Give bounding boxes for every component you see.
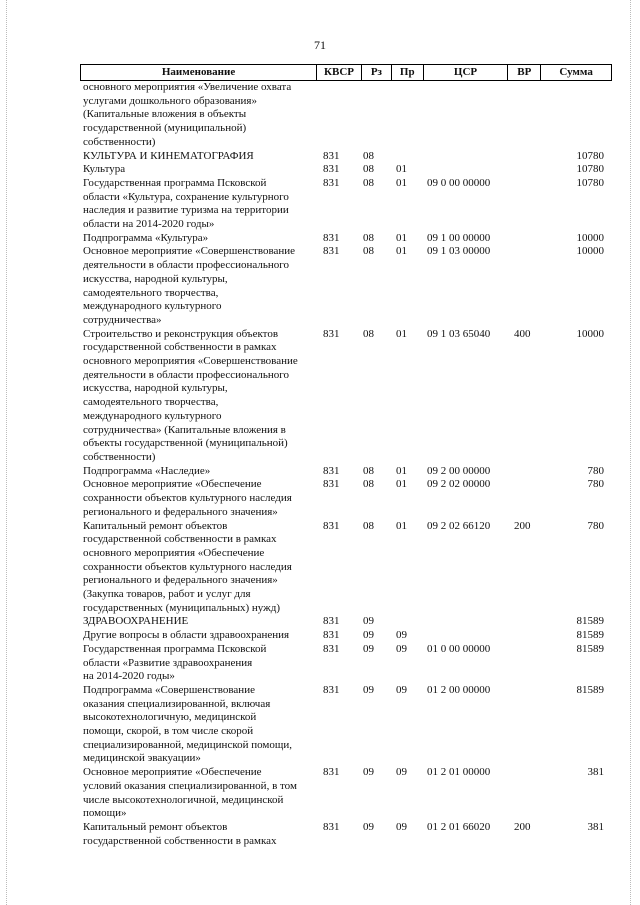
row-name xyxy=(80,232,316,246)
row-name-line: собственности) xyxy=(83,135,156,148)
row-csr: 01 2 01 66020 xyxy=(427,820,491,833)
row-pr: 01 xyxy=(396,478,407,491)
row-vr xyxy=(508,81,541,150)
table-row xyxy=(80,163,612,177)
row-name-line: Основное мероприятие «Обеспечение xyxy=(83,478,262,491)
row-name-line: сотрудничества» xyxy=(83,313,162,326)
row-pr: 01 xyxy=(396,327,407,340)
row-kvsr xyxy=(316,81,361,150)
row-pr: 01 xyxy=(396,519,407,532)
row-kvsr: 831 xyxy=(323,231,340,244)
row-name-line: сотрудничества» (Капитальные вложения в xyxy=(83,423,286,436)
row-pr xyxy=(391,150,423,164)
row-vr xyxy=(508,615,541,629)
row-name-line: наследия и развитие туризма на территории xyxy=(83,204,289,217)
row-csr: 09 1 03 65040 xyxy=(427,327,491,340)
row-name-line: регионального и федерального значения» xyxy=(83,574,278,587)
row-pr xyxy=(391,81,423,150)
row-kvsr: 831 xyxy=(323,766,340,779)
row-name-line: деятельности в области профессионального xyxy=(83,259,290,272)
row-kvsr: 831 xyxy=(323,615,340,628)
row-name xyxy=(80,615,316,629)
row-pr: 09 xyxy=(396,683,407,696)
row-name-line: Капитальный ремонт объектов xyxy=(83,820,228,833)
row-name-line: помощи, скорой, в том числе скорой xyxy=(83,725,254,738)
row-name-line: медицинской эвакуации» xyxy=(83,752,201,765)
row-csr: 09 1 03 00000 xyxy=(427,245,491,258)
row-name-line: основного мероприятия «Совершенствование xyxy=(83,355,298,368)
row-sum: 10000 xyxy=(576,245,604,258)
row-vr xyxy=(508,643,541,684)
row-rz: 08 xyxy=(363,519,374,532)
row-name-line: основного мероприятия «Увеличение охвата xyxy=(83,81,292,93)
row-name-line: области «Культура, сохранение культурного xyxy=(83,190,289,203)
row-sum: 10000 xyxy=(576,231,604,244)
row-name xyxy=(80,81,316,150)
row-name-line: числе высокотехнологичной, медицинской xyxy=(83,793,284,806)
row-kvsr: 831 xyxy=(323,245,340,258)
row-pr: 09 xyxy=(396,820,407,833)
table-row xyxy=(80,766,612,821)
row-name xyxy=(80,245,316,327)
row-name-line: высокотехнологичную, медицинской xyxy=(83,711,257,724)
row-rz: 08 xyxy=(363,464,374,477)
row-csr: 09 2 02 00000 xyxy=(427,478,491,491)
row-name-line: Культура xyxy=(83,163,126,176)
row-name xyxy=(80,177,316,232)
row-kvsr: 831 xyxy=(323,683,340,696)
row-name-line: государственной (муниципальной) xyxy=(83,122,247,135)
row-sum: 10000 xyxy=(576,327,604,340)
row-rz: 08 xyxy=(363,478,374,491)
row-sum: 81589 xyxy=(576,683,604,696)
row-name-line: основного мероприятия «Обеспечение xyxy=(83,546,265,559)
row-name xyxy=(80,520,316,616)
row-name-line: международного культурного xyxy=(83,409,222,422)
table-row xyxy=(80,245,612,327)
row-kvsr: 831 xyxy=(323,163,340,176)
row-name-line: Основное мероприятие «Обеспечение xyxy=(83,766,262,779)
row-pr: 01 xyxy=(396,464,407,477)
row-name-line: государственных (муниципальных) нужд) xyxy=(83,601,280,614)
row-name-line: самодеятельного творчества, xyxy=(83,396,219,409)
row-pr xyxy=(391,615,423,629)
row-kvsr: 831 xyxy=(323,149,340,162)
row-csr xyxy=(423,615,508,629)
row-sum xyxy=(541,81,612,150)
table-row xyxy=(80,629,612,643)
row-name-line: Государственная программа Псковской xyxy=(83,642,267,655)
row-name-line: ЗДРАВООХРАНЕНИЕ xyxy=(83,615,189,628)
header-kvsr: КВСР xyxy=(316,65,361,80)
row-rz: 09 xyxy=(363,629,374,642)
row-name xyxy=(80,643,316,684)
row-name-line: сохранности объектов культурного наследия xyxy=(83,560,292,573)
row-name xyxy=(80,821,316,848)
row-kvsr: 831 xyxy=(323,464,340,477)
row-name-line: области на 2014-2020 годы» xyxy=(83,218,215,231)
row-name-line: Государственная программа Псковской xyxy=(83,176,267,189)
table-row xyxy=(80,150,612,164)
row-csr xyxy=(423,163,508,177)
row-name-line: Другие вопросы в области здравоохранения xyxy=(83,629,290,642)
page-number: 71 xyxy=(314,38,326,52)
row-name-line: КУЛЬТУРА И КИНЕМАТОГРАФИЯ xyxy=(83,149,254,162)
row-name xyxy=(80,478,316,519)
table-row xyxy=(80,821,612,848)
row-rz: 08 xyxy=(363,176,374,189)
row-vr: 200 xyxy=(514,820,531,833)
row-name-line: оказания специализированной, включая xyxy=(83,697,271,710)
row-kvsr: 831 xyxy=(323,519,340,532)
row-name-line: (Закупка товаров, работ и услуг для xyxy=(83,588,251,601)
row-sum: 81589 xyxy=(576,642,604,655)
row-name-line: самодеятельного творчества, xyxy=(83,286,219,299)
left-margin-line xyxy=(6,0,8,905)
row-sum: 81589 xyxy=(576,629,604,642)
header-rz: Рз xyxy=(361,65,391,80)
row-rz: 08 xyxy=(363,245,374,258)
row-rz: 09 xyxy=(363,766,374,779)
row-name-line: помощи» xyxy=(83,807,127,820)
row-csr: 09 2 02 66120 xyxy=(427,519,491,532)
row-kvsr: 831 xyxy=(323,478,340,491)
row-name-line: государственной собственности в рамках xyxy=(83,341,277,354)
row-vr: 400 xyxy=(514,327,531,340)
row-sum: 381 xyxy=(587,820,604,833)
row-name-line: государственной собственности в рамках xyxy=(83,834,277,847)
row-name-line: Капитальный ремонт объектов xyxy=(83,519,228,532)
row-name-line: Подпрограмма «Наследие» xyxy=(83,464,211,477)
row-rz: 09 xyxy=(363,820,374,833)
table-row xyxy=(80,615,612,629)
row-name-line: Основное мероприятие «Совершенствование xyxy=(83,245,296,258)
row-kvsr: 831 xyxy=(323,327,340,340)
row-rz: 08 xyxy=(363,163,374,176)
row-name xyxy=(80,163,316,177)
row-name-line: государственной собственности в рамках xyxy=(83,533,277,546)
row-vr xyxy=(508,465,541,479)
row-kvsr: 831 xyxy=(323,629,340,642)
row-name-line: искусства, народной культуры, xyxy=(83,272,228,285)
row-name-line: Строительство и реконструкция объектов xyxy=(83,327,279,340)
budget-table xyxy=(80,64,612,848)
row-sum: 10780 xyxy=(576,149,604,162)
row-pr: 01 xyxy=(396,176,407,189)
row-vr xyxy=(508,177,541,232)
row-pr: 01 xyxy=(396,163,407,176)
row-name-line: Подпрограмма «Совершенствование xyxy=(83,683,255,696)
table-row xyxy=(80,684,612,766)
row-kvsr: 831 xyxy=(323,820,340,833)
row-pr: 09 xyxy=(396,629,407,642)
row-rz: 09 xyxy=(363,615,374,628)
row-sum: 780 xyxy=(587,478,604,491)
row-name xyxy=(80,465,316,479)
row-rz: 08 xyxy=(363,231,374,244)
table-body xyxy=(80,81,612,848)
row-kvsr: 831 xyxy=(323,642,340,655)
row-name-line: области «Развитие здравоохранения xyxy=(83,656,253,669)
header-csr: ЦСР xyxy=(423,65,508,80)
row-csr xyxy=(423,81,508,150)
row-vr xyxy=(508,150,541,164)
table-row xyxy=(80,232,612,246)
header-pr: Пр xyxy=(391,65,423,80)
row-vr xyxy=(508,245,541,327)
row-name xyxy=(80,766,316,821)
row-name-line: собственности) xyxy=(83,450,156,463)
header-vr: ВР xyxy=(507,65,540,80)
row-vr xyxy=(508,629,541,643)
header-name: Наименование xyxy=(161,66,236,78)
table-row xyxy=(80,520,612,616)
row-vr: 200 xyxy=(514,519,531,532)
row-name xyxy=(80,629,316,643)
row-vr xyxy=(508,163,541,177)
row-rz: 09 xyxy=(363,642,374,655)
row-name-line: регионального и федерального значения» xyxy=(83,505,278,518)
row-vr xyxy=(508,766,541,821)
row-name-line: искусства, народной культуры, xyxy=(83,382,228,395)
row-name-line: деятельности в области профессионального xyxy=(83,368,290,381)
row-kvsr: 831 xyxy=(323,176,340,189)
row-name-line: (Капитальные вложения в объекты xyxy=(83,108,247,121)
row-vr xyxy=(508,684,541,766)
row-name-line: специализированной, медицинской помощи, xyxy=(83,738,292,751)
row-vr xyxy=(508,232,541,246)
row-pr: 01 xyxy=(396,231,407,244)
table-row xyxy=(80,465,612,479)
row-rz xyxy=(361,81,391,150)
header-sum: Сумма xyxy=(540,65,611,80)
row-name-line: услугами дошкольного образования» xyxy=(83,94,257,107)
right-margin-line xyxy=(630,0,632,905)
row-name-line: условий оказания специализированной, в том xyxy=(83,779,297,792)
table-row xyxy=(80,81,612,150)
row-name-line: Подпрограмма «Культура» xyxy=(83,231,209,244)
row-csr: 09 2 00 00000 xyxy=(427,464,491,477)
row-sum: 780 xyxy=(587,464,604,477)
row-name-line: объекты государственной (муниципальной) xyxy=(83,437,288,450)
row-csr: 01 2 00 00000 xyxy=(427,683,491,696)
table-row xyxy=(80,478,612,519)
row-sum: 10780 xyxy=(576,176,604,189)
row-name-line: международного культурного xyxy=(83,300,222,313)
row-sum: 780 xyxy=(587,519,604,532)
row-rz: 08 xyxy=(363,149,374,162)
row-pr: 09 xyxy=(396,766,407,779)
row-csr: 09 1 00 00000 xyxy=(427,231,491,244)
row-name xyxy=(80,150,316,164)
row-rz: 09 xyxy=(363,683,374,696)
row-csr: 01 0 00 00000 xyxy=(427,642,491,655)
row-csr xyxy=(423,629,508,643)
row-pr: 01 xyxy=(396,245,407,258)
row-sum: 10780 xyxy=(576,163,604,176)
row-rz: 08 xyxy=(363,327,374,340)
table-row xyxy=(80,177,612,232)
row-name-line: сохранности объектов культурного наследия xyxy=(83,492,292,505)
table-row xyxy=(80,643,612,684)
row-vr xyxy=(508,478,541,519)
table-row xyxy=(80,328,612,465)
row-name-line: на 2014-2020 годы» xyxy=(83,670,175,683)
row-csr: 09 0 00 00000 xyxy=(427,176,491,189)
row-sum: 81589 xyxy=(576,615,604,628)
row-name xyxy=(80,684,316,766)
row-name xyxy=(80,328,316,465)
row-pr: 09 xyxy=(396,642,407,655)
table-header xyxy=(80,64,612,81)
row-csr: 01 2 01 00000 xyxy=(427,766,491,779)
row-sum: 381 xyxy=(587,766,604,779)
row-csr xyxy=(423,150,508,164)
